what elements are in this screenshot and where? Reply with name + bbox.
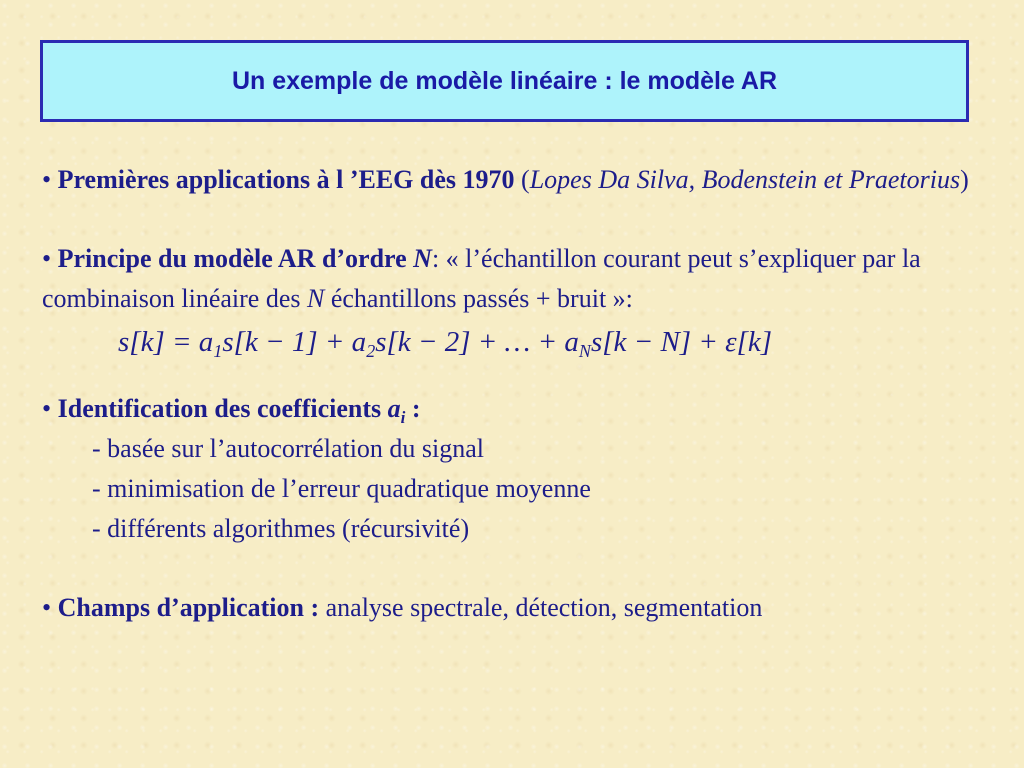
- order-symbol-inline: N: [306, 284, 325, 313]
- eq-part-1: s[k − 1] + a: [222, 326, 367, 358]
- identification-line-3: - différents algorithmes (récursivité): [92, 514, 470, 543]
- identification-colon: :: [405, 394, 421, 423]
- bullet-item-principle: [42, 239, 1002, 319]
- identification-line-1: - basée sur l’autocorrélation du signal: [92, 434, 485, 463]
- identification-line-2: - minimisation de l’erreur quadratique moyenne: [92, 474, 591, 503]
- order-symbol: N: [413, 244, 432, 273]
- paren-close: ): [960, 165, 969, 194]
- title-box: [40, 40, 969, 122]
- eq-sub-1: 1: [213, 341, 223, 361]
- principle-heading: Principe du modèle AR d’ordre: [57, 244, 407, 273]
- fields-heading: Champs d’application :: [57, 593, 320, 622]
- eq-part-3: s[k − N] + ε[k]: [590, 326, 773, 358]
- eq-part-2: s[k − 2] + … + a: [375, 326, 579, 358]
- bullet: •: [42, 394, 52, 423]
- bullet-item-identification: [42, 389, 1002, 429]
- bullet-item-applications-fields: [42, 588, 1002, 628]
- coefficient-symbol: $a_i$: [387, 394, 406, 427]
- bullet: •: [42, 244, 52, 273]
- slide-title: Un exemple de modèle linéaire : le modèle AR: [231, 66, 778, 95]
- eq-sub-2: 2: [366, 341, 376, 361]
- principle-text: : « l’échantillon courant peut s’expliquer par la combinaison linéaire des: [42, 244, 921, 313]
- fields-text: analyse spectrale, détection, segmentation: [319, 593, 763, 622]
- applications-heading: Premières applications à l ’EEG dès 1970: [57, 165, 515, 194]
- bullet: •: [42, 165, 52, 194]
- slide-content: [42, 160, 1002, 628]
- principle-text-end: échantillons passés + bruit »:: [324, 284, 633, 313]
- bullet: •: [42, 593, 52, 622]
- authors: Lopes Da Silva, Bodenstein et Praetorius: [529, 165, 961, 194]
- paren-open: (: [514, 165, 530, 194]
- ar-equation: [42, 321, 1002, 363]
- bullet-item-applications: [42, 160, 1002, 200]
- eq-sub-n: N: [578, 341, 591, 361]
- eq-part-lhs: s[k] = a: [118, 326, 214, 358]
- identification-heading: Identification des coefficients: [57, 394, 382, 423]
